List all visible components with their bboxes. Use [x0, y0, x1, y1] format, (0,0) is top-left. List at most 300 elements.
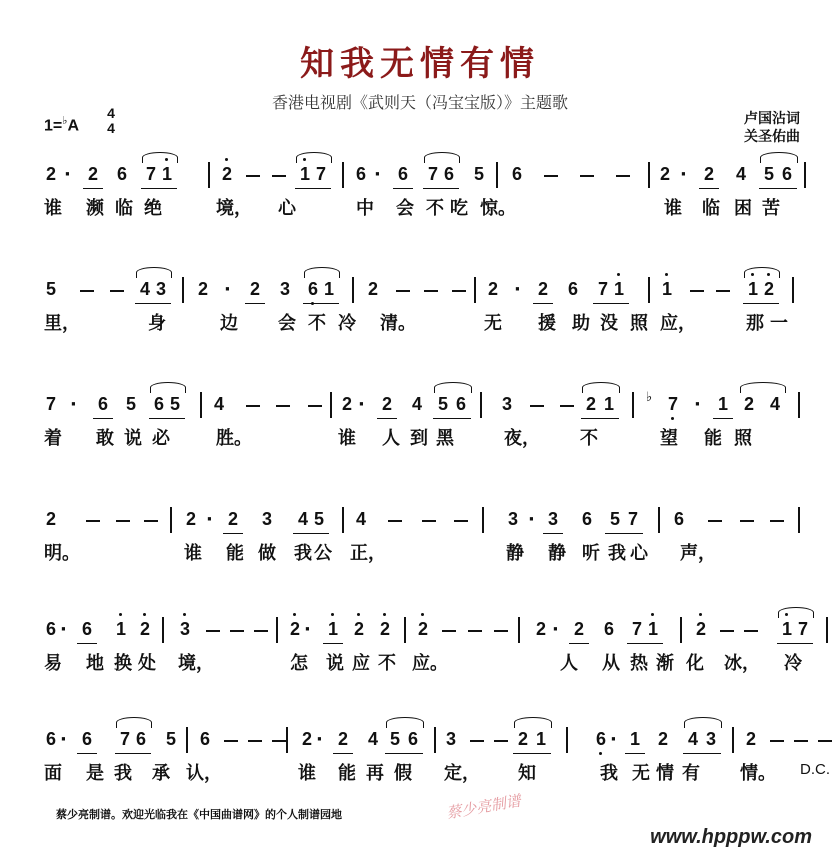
bar-line: [434, 727, 436, 753]
lyric-syllable: 承: [152, 763, 170, 784]
note: 2: [378, 619, 392, 640]
note: 4: [213, 394, 224, 414]
lyric-syllable: 地: [86, 653, 104, 674]
octave-up-dot: [293, 613, 296, 616]
extension-dash: [794, 740, 808, 742]
note: 6: [135, 729, 146, 749]
note: 2: [337, 729, 348, 749]
note: 2: [197, 279, 208, 299]
lyric-syllable: 应，: [660, 313, 696, 334]
extension-dash: [470, 740, 484, 742]
slur-arc-icon: [740, 382, 786, 393]
score-row: [40, 150, 810, 220]
extension-dash: [224, 740, 238, 742]
footer-credit: 蔡少亮制谱。欢迎光临我在《中国曲谱网》的个人制谱园地: [56, 808, 342, 821]
note: 7: [45, 394, 56, 414]
note: 6: [397, 164, 408, 184]
slur-arc-icon: [116, 717, 152, 728]
slur-arc-icon: [434, 382, 472, 393]
note: 7: [597, 279, 608, 299]
lyric-syllable: 不: [308, 313, 326, 334]
lyric-syllable: 人: [560, 653, 578, 674]
note: 2: [381, 394, 392, 414]
dotted-mark: ·: [304, 619, 311, 640]
bar-line: [648, 162, 650, 188]
lyric-syllable: 明。: [44, 543, 80, 564]
note: 2: [585, 394, 596, 414]
lyric-syllable: 黑: [436, 428, 454, 449]
extension-dash: [86, 520, 100, 522]
dotted-mark: ·: [528, 509, 535, 530]
note: 1: [780, 619, 794, 640]
lyric-syllable: 冰，: [724, 653, 760, 674]
extension-dash: [230, 630, 244, 632]
lyric-syllable: 从: [602, 653, 620, 674]
note: 5: [473, 164, 484, 184]
bar-line: [186, 727, 188, 753]
extension-dash: [770, 520, 784, 522]
note: 2: [535, 619, 546, 639]
note: 5: [165, 729, 176, 749]
note: 2: [367, 279, 378, 299]
lyric-syllable: 静: [548, 543, 566, 564]
lyric-syllable: 困: [734, 198, 752, 219]
dotted-mark: ·: [60, 619, 67, 640]
lyric-syllable: 我: [294, 543, 312, 564]
note: 5: [389, 729, 400, 749]
note: 4: [687, 729, 698, 749]
note: 1: [114, 619, 128, 640]
score-row: [40, 715, 830, 785]
note: 3: [547, 509, 558, 529]
extension-dash: [422, 520, 436, 522]
note: 2: [573, 619, 584, 639]
note: 1: [298, 164, 312, 185]
bar-line: [276, 617, 278, 643]
slur-arc-icon: [514, 717, 552, 728]
note: 2: [694, 619, 708, 640]
lyric-syllable: 冷: [338, 313, 356, 334]
slur-arc-icon: [304, 267, 340, 278]
note: 4: [355, 509, 366, 529]
credits: [744, 110, 800, 146]
lyric-syllable: 化: [686, 653, 704, 674]
note: 3: [155, 279, 166, 299]
note: 6: [673, 509, 684, 529]
slur-arc-icon: [760, 152, 798, 163]
extension-dash: [254, 630, 268, 632]
lyric-syllable: 能: [226, 543, 244, 564]
slur-arc-icon: [424, 152, 460, 163]
lyric-syllable: 援: [538, 313, 556, 334]
dotted-mark: ·: [610, 729, 617, 750]
extension-dash: [246, 405, 260, 407]
note: 5: [313, 509, 324, 529]
note: 2: [745, 729, 756, 749]
bar-line: [342, 162, 344, 188]
bar-line: [798, 392, 800, 418]
note: 6: [199, 729, 210, 749]
note: 2: [87, 164, 98, 184]
note: 6: [153, 394, 164, 414]
lyric-syllable: 谁: [664, 198, 682, 219]
bar-line: [352, 277, 354, 303]
key-note: A: [67, 117, 80, 135]
note: 3: [261, 509, 272, 529]
lyric-syllable: 身: [148, 313, 166, 334]
slur-arc-icon: [136, 267, 172, 278]
lyric-syllable: 有: [682, 763, 700, 784]
extension-dash: [454, 520, 468, 522]
site-url[interactable]: www.hpppw.com: [650, 826, 812, 848]
lyricist: 卢国沾词: [744, 111, 800, 127]
extension-dash: [494, 740, 508, 742]
octave-down-dot: [311, 302, 314, 305]
note: 7: [666, 394, 680, 415]
note: 4: [139, 279, 150, 299]
note: 2: [657, 729, 668, 749]
note: 4: [367, 729, 378, 749]
note: 2: [301, 729, 312, 749]
slur-arc-icon: [582, 382, 620, 393]
flat-icon: ♭: [646, 390, 653, 405]
lyric-syllable: 照: [734, 428, 752, 449]
octave-up-dot: [665, 273, 668, 276]
bar-line: [182, 277, 184, 303]
extension-dash: [530, 405, 544, 407]
lyric-syllable: 边: [220, 313, 238, 334]
extension-dash: [744, 630, 758, 632]
lyric-syllable: 助: [572, 313, 590, 334]
extension-dash: [144, 520, 158, 522]
lyric-syllable: 假: [394, 763, 412, 784]
bar-line: [648, 277, 650, 303]
note: 1: [535, 729, 546, 749]
note: 6: [116, 164, 127, 184]
extension-dash: [110, 290, 124, 292]
bar-line: [496, 162, 498, 188]
lyric-syllable: 不: [580, 428, 598, 449]
lyrics-line: [40, 309, 810, 335]
note: 2: [703, 164, 714, 184]
octave-up-dot: [331, 613, 334, 616]
extension-dash: [206, 630, 220, 632]
lyrics-line: [40, 194, 810, 220]
extension-dash: [468, 630, 482, 632]
note: 2: [227, 509, 238, 529]
note: 2: [517, 729, 528, 749]
key-signature: [44, 114, 79, 135]
note: 3: [279, 279, 290, 299]
note: 1: [326, 619, 340, 640]
dotted-mark: ·: [552, 619, 559, 640]
note: 6: [567, 279, 578, 299]
note: 1: [717, 394, 728, 414]
note: 2: [45, 509, 56, 529]
lyrics-line: [40, 539, 810, 565]
note: 2: [659, 164, 670, 184]
lyric-syllable: 着: [44, 428, 62, 449]
score-row: [40, 380, 810, 450]
lyric-syllable: 公: [314, 543, 332, 564]
bar-line: [170, 507, 172, 533]
bar-line: [208, 162, 210, 188]
extension-dash: [388, 520, 402, 522]
bar-line: [792, 277, 794, 303]
octave-up-dot: [183, 613, 186, 616]
bar-line: [286, 727, 288, 753]
note: 1: [629, 729, 640, 749]
octave-up-dot: [357, 613, 360, 616]
extension-dash: [716, 290, 730, 292]
extension-dash: [272, 740, 286, 742]
lyric-syllable: 会: [396, 198, 414, 219]
bar-line: [826, 617, 828, 643]
lyric-syllable: 濒: [86, 198, 104, 219]
note: 2: [537, 279, 548, 299]
note: 6: [306, 279, 320, 300]
octave-up-dot: [617, 273, 620, 276]
lyrics-line: [40, 424, 810, 450]
lyric-syllable: 惊。: [480, 198, 516, 219]
note: 2: [416, 619, 430, 640]
lyric-syllable: 境，: [178, 653, 214, 674]
note: 3: [507, 509, 518, 529]
extension-dash: [690, 290, 704, 292]
slur-arc-icon: [296, 152, 332, 163]
lyric-syllable: 情。: [740, 763, 776, 784]
lyric-syllable: 吃: [450, 198, 468, 219]
lyric-syllable: 无: [632, 763, 650, 784]
note: 6: [455, 394, 466, 414]
bar-line: [658, 507, 660, 533]
lyric-syllable: 谁: [44, 198, 62, 219]
notation-line: [40, 715, 810, 755]
lyric-syllable: 怎: [290, 653, 308, 674]
notation-line: [40, 150, 810, 190]
notation-line: [40, 605, 810, 645]
note: 7: [119, 729, 130, 749]
note: 1: [660, 279, 674, 300]
extension-dash: [708, 520, 722, 522]
extension-dash: [276, 405, 290, 407]
note: 3: [178, 619, 192, 640]
extension-dash: [740, 520, 754, 522]
dotted-mark: ·: [224, 279, 231, 300]
octave-down-dot: [671, 417, 674, 420]
lyric-syllable: 临: [702, 198, 720, 219]
lyric-syllable: 正，: [350, 543, 386, 564]
note: 5: [609, 509, 620, 529]
note: 1: [746, 279, 760, 300]
lyric-syllable: 我: [600, 763, 618, 784]
time-top: 4: [107, 105, 115, 121]
dc-marking: D.C.: [800, 761, 830, 778]
lyric-syllable: 是: [86, 763, 104, 784]
bar-line: [804, 162, 806, 188]
lyric-syllable: 苦: [762, 198, 780, 219]
note: 2: [352, 619, 366, 640]
extension-dash: [720, 630, 734, 632]
lyric-syllable: 望: [660, 428, 678, 449]
note: 3: [705, 729, 716, 749]
octave-up-dot: [651, 613, 654, 616]
extension-dash: [116, 520, 130, 522]
lyric-syllable: 处: [138, 653, 156, 674]
extension-dash: [616, 175, 630, 177]
extension-dash: [308, 405, 322, 407]
dotted-mark: ·: [514, 279, 521, 300]
bar-line: [162, 617, 164, 643]
dotted-mark: ·: [358, 394, 365, 415]
lyric-syllable: 换: [114, 653, 132, 674]
note: 2: [288, 619, 302, 640]
bar-line: [474, 277, 476, 303]
note: 6: [45, 619, 56, 639]
lyric-syllable: 人: [382, 428, 400, 449]
lyric-syllable: 听: [582, 543, 600, 564]
dotted-mark: ·: [60, 729, 67, 750]
lyric-syllable: 境，: [216, 198, 252, 219]
lyric-syllable: 心: [630, 543, 648, 564]
note: 1: [323, 279, 334, 299]
extension-dash: [544, 175, 558, 177]
note: 6: [355, 164, 366, 184]
lyric-syllable: 临: [115, 198, 133, 219]
extension-dash: [560, 405, 574, 407]
lyric-syllable: 那: [746, 313, 764, 334]
lyric-syllable: 会: [278, 313, 296, 334]
lyric-syllable: 静: [506, 543, 524, 564]
note: 6: [407, 729, 418, 749]
note: 6: [781, 164, 792, 184]
lyric-syllable: 渐: [656, 653, 674, 674]
note: 4: [769, 394, 780, 414]
note: 6: [603, 619, 614, 639]
note: 2: [762, 279, 776, 300]
note: 2: [138, 619, 152, 640]
lyric-syllable: 我: [114, 763, 132, 784]
lyric-syllable: 不: [426, 198, 444, 219]
lyric-syllable: 情: [656, 763, 674, 784]
dotted-mark: ·: [316, 729, 323, 750]
extension-dash: [818, 740, 832, 742]
song-title: 知我无情有情: [300, 44, 540, 84]
bar-line: [404, 617, 406, 643]
note: 1: [646, 619, 660, 640]
lyric-syllable: 说: [124, 428, 142, 449]
key-label: 1=: [44, 117, 63, 135]
lyric-syllable: 知: [518, 763, 536, 784]
extension-dash: [248, 740, 262, 742]
lyric-syllable: 说: [326, 653, 344, 674]
lyric-syllable: 清。: [380, 313, 416, 334]
lyric-syllable: 再: [366, 763, 384, 784]
note: 2: [45, 164, 56, 184]
dotted-mark: ·: [680, 164, 687, 185]
lyric-syllable: 做: [258, 543, 276, 564]
note: 2: [743, 394, 754, 414]
lyric-syllable: 热: [630, 653, 648, 674]
note: 6: [581, 509, 592, 529]
song-subtitle: 香港电视剧《武则天（冯宝宝版）》主题歌: [271, 93, 568, 112]
extension-dash: [580, 175, 594, 177]
extension-dash: [272, 175, 286, 177]
lyric-syllable: 到: [410, 428, 428, 449]
octave-up-dot: [119, 613, 122, 616]
dotted-mark: ·: [70, 394, 77, 415]
notation-line: [40, 265, 810, 305]
time-bottom: 4: [107, 120, 115, 136]
note: 3: [445, 729, 456, 749]
time-signature: [104, 106, 118, 136]
extension-dash: [424, 290, 438, 292]
bar-line: [330, 392, 332, 418]
note: 1: [160, 164, 174, 185]
slur-arc-icon: [150, 382, 186, 393]
slur-arc-icon: [778, 607, 814, 618]
bar-line: [632, 392, 634, 418]
lyric-syllable: 冷: [784, 653, 802, 674]
note: 7: [427, 164, 438, 184]
lyric-syllable: 认，: [186, 763, 222, 784]
lyric-syllable: 定，: [444, 763, 480, 784]
bar-line: [342, 507, 344, 533]
lyric-syllable: 中: [356, 198, 374, 219]
bar-line: [518, 617, 520, 643]
slur-arc-icon: [684, 717, 722, 728]
note: 6: [81, 729, 92, 749]
note: 5: [763, 164, 774, 184]
lyric-syllable: 敢: [96, 428, 114, 449]
lyrics-line: [40, 759, 830, 785]
dotted-mark: ·: [64, 164, 71, 185]
note: 5: [125, 394, 136, 414]
note: 6: [443, 164, 454, 184]
composer: 关圣佑曲: [744, 129, 800, 145]
lyrics-line: [40, 649, 810, 675]
lyric-syllable: 应。: [412, 653, 448, 674]
lyric-syllable: 必: [152, 428, 170, 449]
note: 6: [45, 729, 56, 749]
octave-up-dot: [421, 613, 424, 616]
lyric-syllable: 谁: [338, 428, 356, 449]
note: 6: [81, 619, 92, 639]
lyric-syllable: 我: [608, 543, 626, 564]
note: 1: [612, 279, 626, 300]
bar-line: [798, 507, 800, 533]
lyric-syllable: 里，: [44, 313, 80, 334]
dotted-mark: ·: [374, 164, 381, 185]
lyric-syllable: 心: [278, 198, 296, 219]
lyric-syllable: 绝: [144, 198, 162, 219]
slur-arc-icon: [386, 717, 424, 728]
octave-up-dot: [699, 613, 702, 616]
note: 6: [97, 394, 108, 414]
bar-line: [200, 392, 202, 418]
note: 6: [511, 164, 522, 184]
note: 2: [487, 279, 498, 299]
score-row: [40, 605, 810, 675]
note: 4: [411, 394, 422, 414]
lyric-syllable: 不: [378, 653, 396, 674]
note: 5: [437, 394, 448, 414]
extension-dash: [494, 630, 508, 632]
extension-dash: [396, 290, 410, 292]
octave-down-dot: [599, 752, 602, 755]
notation-line: [40, 380, 810, 420]
bar-line: [482, 507, 484, 533]
